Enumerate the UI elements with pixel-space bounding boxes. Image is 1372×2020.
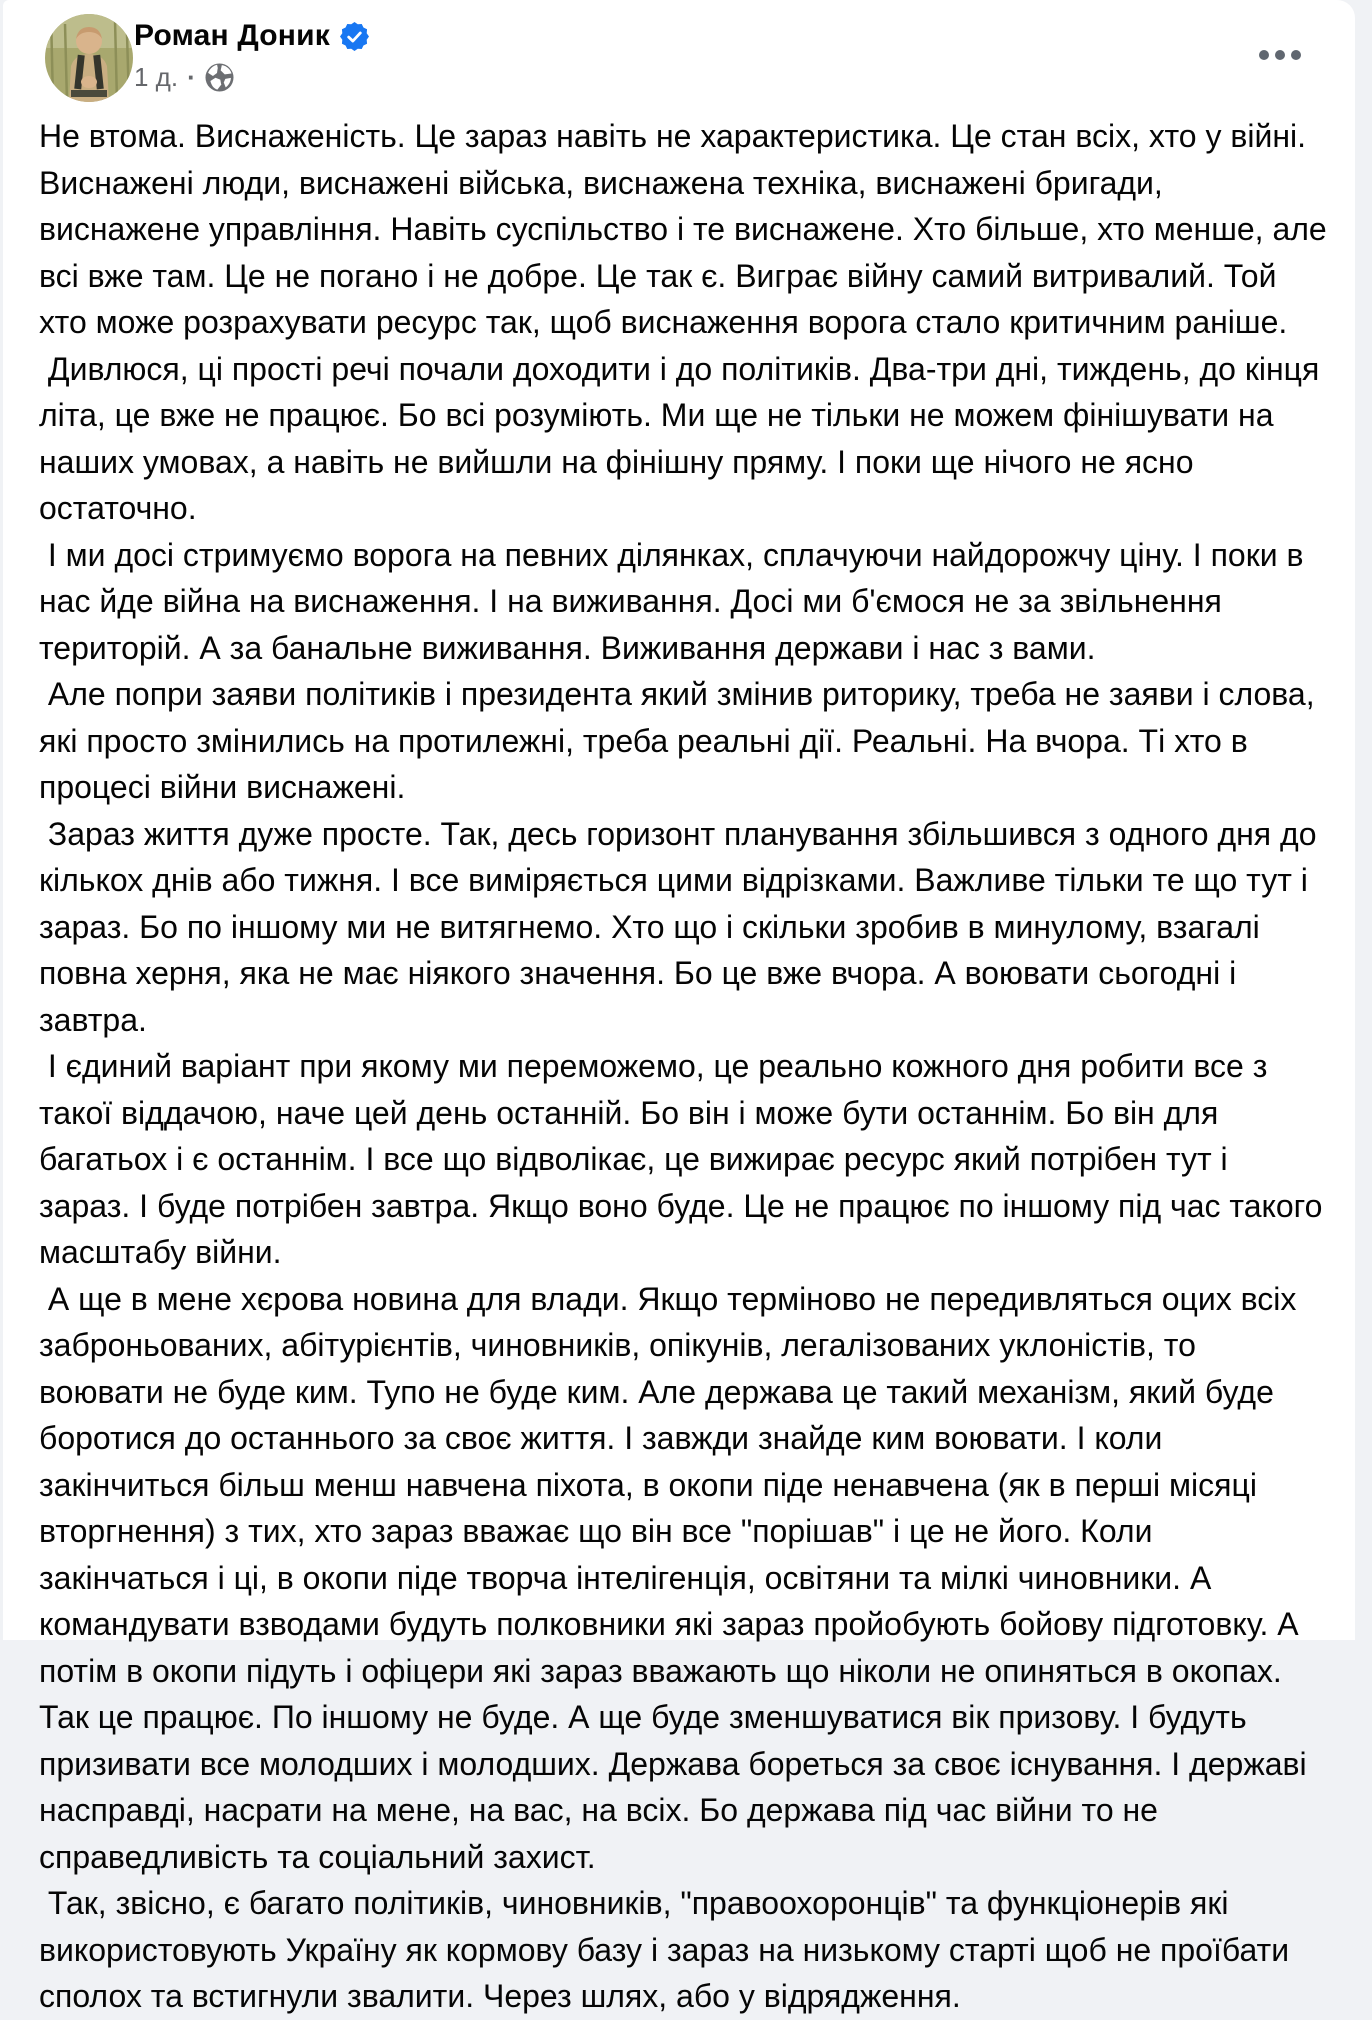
ellipsis-icon (1275, 50, 1285, 60)
post-text (3, 104, 1355, 2020)
post-card (3, 0, 1355, 2014)
avatar[interactable] (45, 14, 133, 102)
timestamp[interactable]: 1 д. (134, 62, 179, 92)
ellipsis-icon (1259, 50, 1269, 60)
post-header (3, 0, 1355, 104)
author-name[interactable]: Роман Доник (134, 19, 330, 52)
verified-badge-icon (340, 22, 369, 51)
post-meta (134, 62, 369, 92)
avatar-image (45, 14, 133, 102)
post-menu-button[interactable] (1249, 40, 1311, 70)
post-paragraph: Дивлюся, ці прості речі почали доходити і до політиків. Два-три дні, тиждень, до кінця літа, це вже не працює. Бо всі розуміють. Ми ще не тільки не можем фінішувати на наших умовах, а навіть не вийшли на фінішну пряму. І поки ще нічого не ясно остаточно. (39, 350, 1329, 526)
post-paragraph: Але попри заяви політиків і президента який змінив риторику, треба не заяви і слова, які просто змінились на протилежні, треба реальні дії. Реальні. На вчора. Ті хто в процесі війни виснажені. (39, 676, 1324, 805)
post-paragraph: А ще в мене хєрова новина для влади. Якщо терміново не передивляться оцих всіх заброньованих, абітурієнтів, чиновників, опікунів, легалізованих уклоністів, то воювати не буде ким. Тупо не буде ким. Але держава це такий механізм, який буде боротися до останнього за своє життя. І завжди знайде ким воювати. І коли закінчиться більш менш навчена піхота, в окопи піде ненавчена (як в перші місяці вторгнення) з тих, хто зараз вважає що він все "порішав" і це не його. Коли закінчаться і ці, в окопи піде творча інтелігенція, освітяни та мілкі чиновники. А командувати взводами будуть полковники які зараз пройобують бойову підготовку. А потім в окопи підуть і офіцери які зараз вважають що ніколи не опиняться в окопах. Так це працює. По іншому не буде. А ще буде зменшуватися вік призову. І будуть призивати все молодших і молодших. Держава бореться за своє існування. І державі насправді, насрати на мене, на вас, на всіх. Бо держава під час війни то не справедливість та соціальний захист. (39, 1280, 1316, 1875)
post-paragraph: І ми досі стримуємо ворога на певних ділянках, сплачуючи найдорожчу ціну. І поки в нас йде війна на виснаження. І на виживання. Досі ми б'ємося не за звільнення територій. А за банальне виживання. Виживання держави і нас з вами. (39, 536, 1313, 666)
meta-separator: · (187, 62, 196, 92)
ellipsis-icon (1291, 50, 1301, 60)
post-paragraph: Так, звісно, є багато політиків, чиновників, "правоохоронців" та функціонерів які використовують Україну як кормову базу і зараз на низькому старті щоб не проїбати сполох та встигнули звалити. Через шлях, або у відрядження. (39, 1885, 1298, 2014)
globe-icon (205, 63, 234, 92)
post-paragraph: Не втома. Виснаженість. Це зараз навіть не характеристика. Це стан всіх, хто у війні. Виснажені люди, виснажені війська, виснажена техніка, виснажені бригади, виснажене управління. Навіть суспільство і те виснажене. Хто більше, хто менше, але всі вже там. Це не погано і не добре. Це так є. Виграє війну самий витривалий. Той хто може розрахувати ресурс так, щоб виснаження ворога стало критичним раніше. (39, 118, 1336, 340)
post-paragraph: Зараз життя дуже просте. Так, десь горизонт планування збільшився з одного дня до кількох днів або тижня. І все виміряється цими відрізками. Важливе тільки те що тут і зараз. Бо по іншому ми не витягнемо. Хто що і скільки зробив в минулому, взагалі повна херня, яка не має ніякого значення. Бо це вже вчора. А воювати сьогодні і завтра. (39, 815, 1326, 1038)
post-paragraph: І єдиний варіант при якому ми переможемо, це реально кожного дня робити все з такої віддачою, наче цей день останній. Бо він і може бути останнім. Бо він для багатьох і є останнім. І все що відволікає, це вижирає ресурс який потрібен тут і зараз. І буде потрібен завтра. Якщо воно буде. Це не працює по іншому під час такого масштабу війни. (39, 1048, 1332, 1270)
header-text (134, 17, 369, 92)
